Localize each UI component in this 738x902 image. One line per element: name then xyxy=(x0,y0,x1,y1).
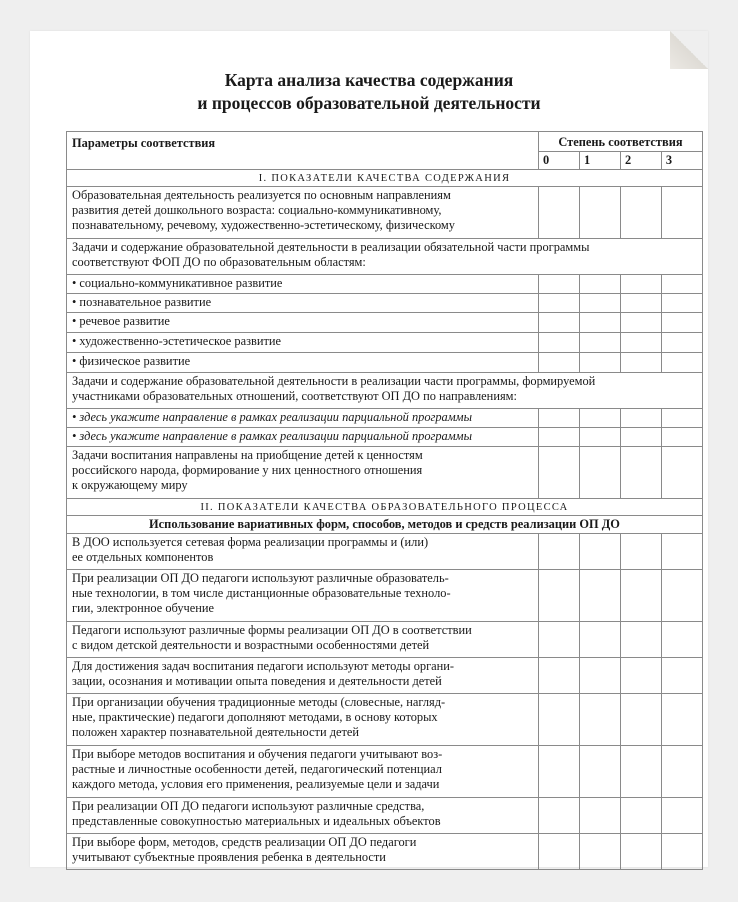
score-cell-3[interactable] xyxy=(661,570,702,622)
score-cell-3[interactable] xyxy=(661,746,702,798)
table-row xyxy=(67,353,703,373)
parameter-cell xyxy=(67,534,539,570)
title-line-1: Карта анализа качества содержания xyxy=(224,70,514,90)
analysis-table-body xyxy=(67,132,703,870)
score-cell-0[interactable] xyxy=(538,409,579,428)
score-cell-0[interactable] xyxy=(538,353,579,373)
parameter-text-line: положен характер познавательной деятельности детей xyxy=(72,725,360,739)
score-cell-2[interactable] xyxy=(620,746,661,798)
table-row xyxy=(67,834,703,870)
parameter-text-line: учитывают субъектные проявления ребенка в деятельности xyxy=(72,850,386,864)
score-cell-2[interactable] xyxy=(620,333,661,353)
page-title xyxy=(30,69,708,115)
header-level-0: 0 xyxy=(538,152,579,170)
score-cell-3[interactable] xyxy=(661,294,702,313)
score-cell-1[interactable] xyxy=(579,294,620,313)
parameter-cell xyxy=(67,447,539,499)
parameter-cell xyxy=(67,313,539,333)
parameter-text-line: Для достижения задач воспитания педагоги используют методы органи- xyxy=(72,659,455,673)
parameter-cell xyxy=(67,658,539,694)
parameter-text-line: ные технологии, в том числе дистанционные образовательные техноло- xyxy=(72,586,451,600)
table-row xyxy=(67,275,703,294)
page-fold-corner xyxy=(670,31,708,69)
table-row xyxy=(67,447,703,499)
score-cell-0[interactable] xyxy=(538,428,579,447)
parameter-text-line: ее отдельных компонентов xyxy=(72,550,214,564)
parameter-text-line: зации, осознания и мотивации опыта поведения и деятельности детей xyxy=(72,674,442,688)
parameter-cell xyxy=(67,798,539,834)
parameter-text-line: растные и личностные особенности детей, педагогический потенциал xyxy=(72,762,442,776)
score-cell-2[interactable] xyxy=(620,353,661,373)
table-row xyxy=(67,694,703,746)
parameter-text-line: развития детей дошкольного возраста: социально-коммуникативному, xyxy=(72,203,442,217)
score-cell-2[interactable] xyxy=(620,313,661,333)
table-row xyxy=(67,798,703,834)
score-cell-0[interactable] xyxy=(538,746,579,798)
score-cell-3[interactable] xyxy=(661,428,702,447)
score-cell-1[interactable] xyxy=(579,187,620,239)
parameter-text-line: При организации обучения традиционные методы (словесные, нагляд- xyxy=(72,695,446,709)
section-2-subtitle: Использование вариативных форм, способов, методов и средств реализации ОП ДО xyxy=(67,516,703,534)
section-1-title: I. ПОКАЗАТЕЛИ КАЧЕСТВА СОДЕРЖАНИЯ xyxy=(67,170,703,187)
section-2-title-row xyxy=(67,499,703,516)
parameter-text-line: • художественно-эстетическое развитие xyxy=(72,334,282,348)
score-cell-3[interactable] xyxy=(661,658,702,694)
score-cell-0[interactable] xyxy=(538,570,579,622)
parameter-text-line: Образовательная деятельность реализуется по основным направлениям xyxy=(72,188,451,202)
table-row xyxy=(67,409,703,428)
score-cell-1[interactable] xyxy=(579,447,620,499)
header-level-3: 3 xyxy=(661,152,702,170)
score-cell-3[interactable] xyxy=(661,409,702,428)
parameter-cell xyxy=(67,239,703,275)
parameter-text-line: • здесь укажите направление в рамках реализации парциальной программы xyxy=(72,410,472,424)
parameter-cell xyxy=(67,333,539,353)
score-cell-3[interactable] xyxy=(661,622,702,658)
table-header-row xyxy=(67,132,703,152)
score-cell-3[interactable] xyxy=(661,798,702,834)
table-row xyxy=(67,622,703,658)
table-row xyxy=(67,534,703,570)
score-cell-2[interactable] xyxy=(620,447,661,499)
score-cell-0[interactable] xyxy=(538,622,579,658)
score-cell-1[interactable] xyxy=(579,275,620,294)
table-row xyxy=(67,313,703,333)
table-row xyxy=(67,746,703,798)
score-cell-1[interactable] xyxy=(579,570,620,622)
score-cell-3[interactable] xyxy=(661,834,702,870)
parameter-text-line: с видом детской деятельности и возрастными особенностями детей xyxy=(72,638,430,652)
parameter-cell xyxy=(67,275,539,294)
analysis-table xyxy=(66,131,703,870)
parameter-text-line: • речевое развитие xyxy=(72,314,170,328)
parameter-text-line: При реализации ОП ДО педагоги используют различные образователь- xyxy=(72,571,449,585)
score-cell-0[interactable] xyxy=(538,694,579,746)
parameter-text-line: • познавательное развитие xyxy=(72,295,212,309)
score-cell-2[interactable] xyxy=(620,622,661,658)
table-row xyxy=(67,658,703,694)
score-cell-0[interactable] xyxy=(538,798,579,834)
score-cell-3[interactable] xyxy=(661,187,702,239)
table-row xyxy=(67,187,703,239)
parameter-cell xyxy=(67,694,539,746)
parameter-text-line: соответствуют ФОП ДО по образовательным областям: xyxy=(72,255,366,269)
parameter-text-line: Задачи воспитания направлены на приобщение детей к ценностям xyxy=(72,448,423,462)
score-cell-2[interactable] xyxy=(620,570,661,622)
score-cell-0[interactable] xyxy=(538,313,579,333)
parameter-text-line: При реализации ОП ДО педагоги используют различные средства, xyxy=(72,799,425,813)
parameter-cell xyxy=(67,834,539,870)
score-cell-2[interactable] xyxy=(620,409,661,428)
parameter-text-line: • здесь укажите направление в рамках реализации парциальной программы xyxy=(72,429,472,443)
score-cell-0[interactable] xyxy=(538,294,579,313)
parameter-text-line: Задачи и содержание образовательной деятельности в реализации части программы, формируемой xyxy=(72,374,596,388)
score-cell-1[interactable] xyxy=(579,658,620,694)
section-2-title: II. ПОКАЗАТЕЛИ КАЧЕСТВА ОБРАЗОВАТЕЛЬНОГО ПРОЦЕССА xyxy=(67,499,703,516)
score-cell-2[interactable] xyxy=(620,187,661,239)
score-cell-0[interactable] xyxy=(538,658,579,694)
score-cell-1[interactable] xyxy=(579,409,620,428)
score-cell-2[interactable] xyxy=(620,798,661,834)
parameter-cell xyxy=(67,428,539,447)
header-params: Параметры соответствия xyxy=(67,132,539,170)
score-cell-1[interactable] xyxy=(579,353,620,373)
score-cell-1[interactable] xyxy=(579,428,620,447)
table-row xyxy=(67,333,703,353)
header-level-1: 1 xyxy=(579,152,620,170)
score-cell-0[interactable] xyxy=(538,333,579,353)
parameter-cell xyxy=(67,294,539,313)
parameter-cell xyxy=(67,570,539,622)
parameter-text-line: При выборе форм, методов, средств реализации ОП ДО педагоги xyxy=(72,835,417,849)
section-1-title-row xyxy=(67,170,703,187)
parameter-text-line: Педагоги используют различные формы реализации ОП ДО в соответствии xyxy=(72,623,472,637)
score-cell-0[interactable] xyxy=(538,187,579,239)
parameter-text-line: каждого метода, условия его применения, реализуемые цели и задачи xyxy=(72,777,440,791)
header-level-2: 2 xyxy=(620,152,661,170)
score-cell-1[interactable] xyxy=(579,333,620,353)
parameter-cell xyxy=(67,187,539,239)
score-cell-2[interactable] xyxy=(620,834,661,870)
score-cell-2[interactable] xyxy=(620,294,661,313)
score-cell-1[interactable] xyxy=(579,313,620,333)
table-row xyxy=(67,239,703,275)
title-line-2: и процессов образовательной деятельности xyxy=(197,93,541,113)
score-cell-2[interactable] xyxy=(620,275,661,294)
parameter-text-line: В ДОО используется сетевая форма реализации программы и (или) xyxy=(72,535,429,549)
score-cell-0[interactable] xyxy=(538,834,579,870)
score-cell-3[interactable] xyxy=(661,694,702,746)
score-cell-3[interactable] xyxy=(661,313,702,333)
document-page xyxy=(30,31,708,867)
parameter-text-line: гии, электронное обучение xyxy=(72,601,215,615)
score-cell-3[interactable] xyxy=(661,353,702,373)
parameter-text-line: участниками образовательных отношений, соответствуют ОП ДО по направлениям: xyxy=(72,389,517,403)
parameter-text-line: представленные совокупностью материальных и идеальных объектов xyxy=(72,814,441,828)
parameter-text-line: При выборе методов воспитания и обучения педагоги учитывают воз- xyxy=(72,747,443,761)
parameter-text-line: российского народа, формирование у них ценностного отношения xyxy=(72,463,423,477)
score-cell-3[interactable] xyxy=(661,534,702,570)
parameter-cell xyxy=(67,373,703,409)
score-cell-3[interactable] xyxy=(661,275,702,294)
score-cell-2[interactable] xyxy=(620,534,661,570)
parameter-text-line: Задачи и содержание образовательной деятельности в реализации обязательной части программы xyxy=(72,240,590,254)
score-cell-1[interactable] xyxy=(579,622,620,658)
parameter-text-line: • социально-коммуникативное развитие xyxy=(72,276,283,290)
parameter-text-line: познавательному, речевому, художественно-эстетическому, физическому xyxy=(72,218,455,232)
parameter-text-line: • физическое развитие xyxy=(72,354,191,368)
parameter-text-line: ные, практические) педагоги дополняют методами, в основу которых xyxy=(72,710,438,724)
score-cell-1[interactable] xyxy=(579,694,620,746)
score-cell-1[interactable] xyxy=(579,534,620,570)
section-2-subtitle-row xyxy=(67,516,703,534)
score-cell-1[interactable] xyxy=(579,798,620,834)
table-row xyxy=(67,294,703,313)
score-cell-2[interactable] xyxy=(620,658,661,694)
score-cell-0[interactable] xyxy=(538,275,579,294)
score-cell-0[interactable] xyxy=(538,534,579,570)
table-row xyxy=(67,428,703,447)
parameter-cell xyxy=(67,746,539,798)
score-cell-2[interactable] xyxy=(620,694,661,746)
score-cell-0[interactable] xyxy=(538,447,579,499)
table-row xyxy=(67,570,703,622)
score-cell-3[interactable] xyxy=(661,333,702,353)
parameter-text-line: к окружающему миру xyxy=(72,478,188,492)
parameter-cell xyxy=(67,622,539,658)
score-cell-2[interactable] xyxy=(620,428,661,447)
parameter-cell xyxy=(67,409,539,428)
score-cell-1[interactable] xyxy=(579,746,620,798)
parameter-cell xyxy=(67,353,539,373)
score-cell-3[interactable] xyxy=(661,447,702,499)
score-cell-1[interactable] xyxy=(579,834,620,870)
header-degree: Степень соответствия xyxy=(538,132,702,152)
table-row xyxy=(67,373,703,409)
